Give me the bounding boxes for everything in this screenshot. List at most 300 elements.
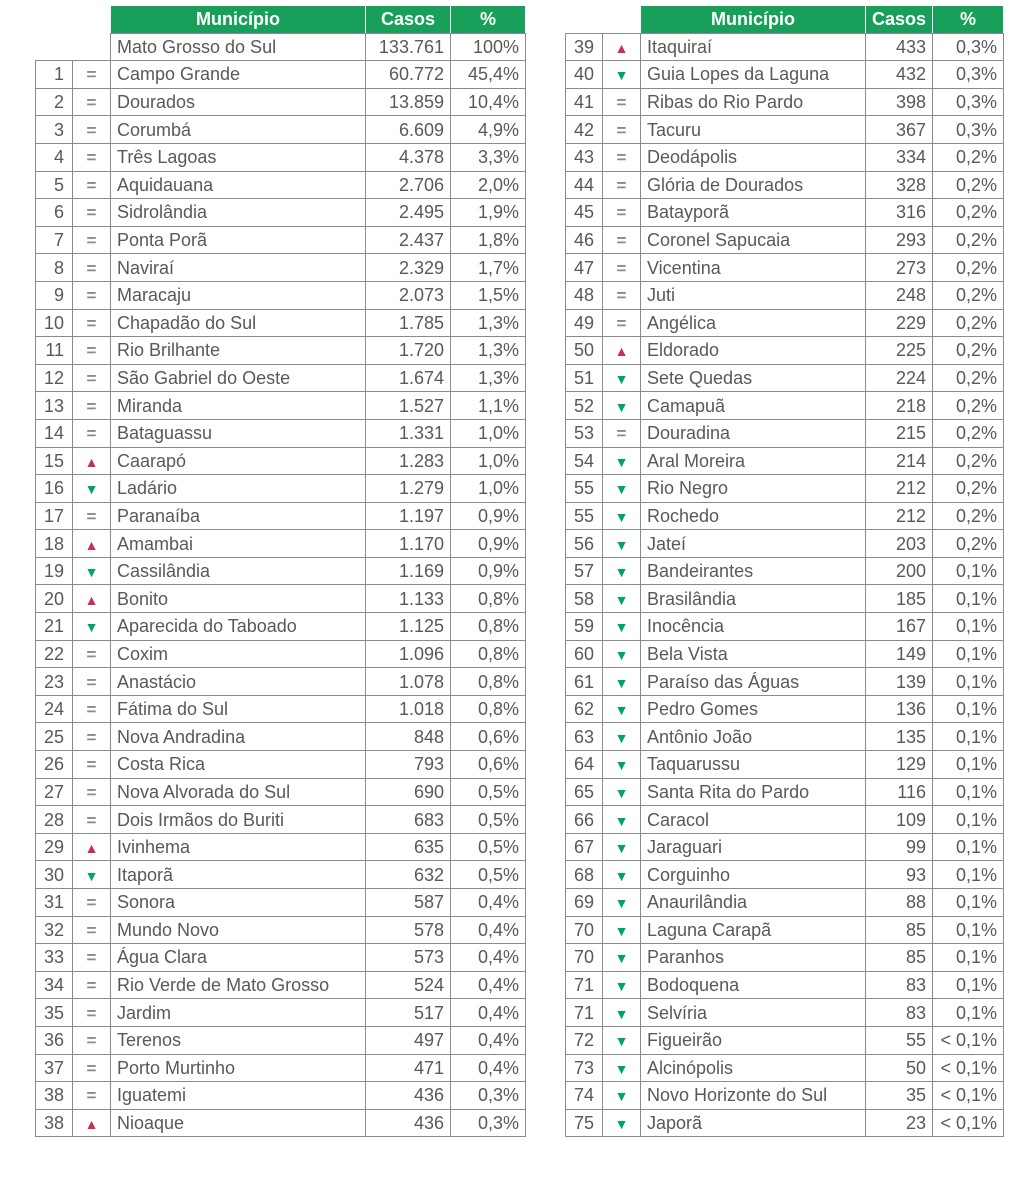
trend-cell [603,1082,641,1110]
pct-cell: 0,2% [933,364,1004,392]
casos-cell: 136 [866,695,933,723]
pct-cell: 0,9% [451,530,526,558]
casos-cell: 88 [866,889,933,917]
casos-cell: 139 [866,668,933,696]
rank-cell: 2 [36,88,73,116]
table-row [36,695,526,723]
rank-cell: 50 [566,337,603,365]
municipio-cell: Tacuru [641,116,866,144]
rank-cell: 55 [566,502,603,530]
rank-cell: 60 [566,640,603,668]
pct-cell: 0,4% [451,971,526,999]
pct-cell: 0,2% [933,392,1004,420]
casos-cell: 6.609 [366,116,451,144]
municipio-cell: Aquidauana [111,171,366,199]
table-row [566,502,1004,530]
table-row [36,999,526,1027]
trend-equal-icon: = [86,1058,97,1078]
trend-equal-icon: = [86,1031,97,1051]
trend-down-icon: ▼ [614,1116,629,1133]
trend-cell [73,557,111,585]
table-row [566,337,1004,365]
rank-cell: 56 [566,530,603,558]
table-row [36,1054,526,1082]
pct-cell: 10,4% [451,88,526,116]
rank-cell: 74 [566,1082,603,1110]
rank-cell: 46 [566,226,603,254]
rank-cell: 26 [36,751,73,779]
rank-cell: 7 [36,226,73,254]
state-name: Mato Grosso do Sul [111,33,366,61]
rank-cell: 52 [566,392,603,420]
rank-cell: 64 [566,751,603,779]
trend-up-icon: ▲ [84,1116,99,1133]
casos-cell: 35 [866,1082,933,1110]
casos-cell: 1.283 [366,447,451,475]
pct-cell: 1,3% [451,337,526,365]
rank-cell: 69 [566,889,603,917]
col-header-casos: Casos [366,6,451,34]
rank-cell: 59 [566,613,603,641]
trend-equal-icon: = [616,231,627,251]
table-row [566,1054,1004,1082]
trend-cell [73,337,111,365]
table-row [36,944,526,972]
trend-cell [603,61,641,89]
pct-cell: 0,4% [451,944,526,972]
municipio-cell: Jaraguari [641,833,866,861]
rank-cell: 68 [566,861,603,889]
trend-equal-icon: = [86,231,97,251]
table-row [36,116,526,144]
municipio-cell: Mundo Novo [111,916,366,944]
municipio-cell: Anaurilândia [641,889,866,917]
trend-down-icon: ▼ [614,536,629,553]
table-row [566,944,1004,972]
table-row [36,337,526,365]
trend-cell [603,392,641,420]
pct-cell: 0,2% [933,475,1004,503]
rank-cell: 32 [36,916,73,944]
pct-cell: 0,1% [933,640,1004,668]
pct-cell: 0,2% [933,199,1004,227]
pct-cell: 0,6% [451,723,526,751]
rank-cell: 44 [566,171,603,199]
table-row [566,143,1004,171]
table-row [566,116,1004,144]
municipio-cell: Jateí [641,530,866,558]
table-row [566,1109,1004,1137]
trend-equal-icon: = [86,893,97,913]
table-row [36,1082,526,1110]
rank-cell: 47 [566,254,603,282]
trend-cell [603,944,641,972]
rank-cell: 3 [36,116,73,144]
table-row [566,889,1004,917]
pct-cell: 0,5% [451,833,526,861]
trend-down-icon: ▼ [614,757,629,774]
rank-cell: 37 [36,1054,73,1082]
trend-equal-icon: = [86,120,97,140]
trend-down-icon: ▼ [614,591,629,608]
rank-cell: 9 [36,281,73,309]
casos-cell: 573 [366,944,451,972]
casos-cell: 497 [366,1026,451,1054]
municipio-cell: Aral Moreira [641,447,866,475]
trend-cell [73,861,111,889]
municipio-cell: Ribas do Rio Pardo [641,88,866,116]
header-spacer [36,6,111,34]
rank-cell: 10 [36,309,73,337]
col-header-pct: % [933,6,1004,34]
trend-equal-icon: = [86,1086,97,1106]
trend-cell [603,640,641,668]
casos-cell: 1.720 [366,337,451,365]
casos-cell: 85 [866,944,933,972]
trend-cell [603,254,641,282]
trend-cell [73,640,111,668]
trend-cell [73,613,111,641]
casos-cell: 635 [366,833,451,861]
rank-cell: 6 [36,199,73,227]
trend-cell [73,530,111,558]
table-row [36,281,526,309]
state-pct: 100% [451,33,526,61]
municipio-cell: Água Clara [111,944,366,972]
trend-cell [603,33,641,61]
municipio-cell: Guia Lopes da Laguna [641,61,866,89]
trend-cell [73,778,111,806]
municipio-cell: Ponta Porã [111,226,366,254]
casos-cell: 129 [866,751,933,779]
header-row [36,6,526,34]
trend-cell [73,1109,111,1137]
table-row [36,585,526,613]
pct-cell: 0,8% [451,585,526,613]
municipio-cell: Itaporã [111,861,366,889]
trend-cell [603,1026,641,1054]
casos-cell: 334 [866,143,933,171]
table-row [566,806,1004,834]
municipio-cell: Bela Vista [641,640,866,668]
pct-cell: 0,2% [933,530,1004,558]
trend-equal-icon: = [86,93,97,113]
rank-cell: 5 [36,171,73,199]
table-row [566,226,1004,254]
municipio-cell: Japorã [641,1109,866,1137]
pct-cell: < 0,1% [933,1026,1004,1054]
rank-cell: 25 [36,723,73,751]
casos-cell: 587 [366,889,451,917]
table-row [36,1109,526,1137]
municipio-cell: Paranhos [641,944,866,972]
trend-cell [73,281,111,309]
trend-down-icon: ▼ [614,1005,629,1022]
pct-cell: 1,5% [451,281,526,309]
municipio-cell: Antônio João [641,723,866,751]
table-row [566,999,1004,1027]
pct-cell: 1,3% [451,309,526,337]
municipio-cell: Taquarussu [641,751,866,779]
rank-cell: 61 [566,668,603,696]
table-row [566,254,1004,282]
trend-equal-icon: = [86,175,97,195]
casos-cell: 398 [866,88,933,116]
rank-cell: 55 [566,475,603,503]
col-header-casos: Casos [866,6,933,34]
table-row [36,419,526,447]
pct-cell: < 0,1% [933,1082,1004,1110]
table-row [36,668,526,696]
pct-cell: 0,2% [933,226,1004,254]
municipio-cell: Caarapó [111,447,366,475]
casos-cell: 60.772 [366,61,451,89]
rank-cell: 67 [566,833,603,861]
rank-cell: 58 [566,585,603,613]
casos-cell: 167 [866,613,933,641]
trend-cell [73,971,111,999]
pct-cell: 0,2% [933,254,1004,282]
pct-cell: 0,3% [933,116,1004,144]
municipio-cell: Jardim [111,999,366,1027]
pct-cell: 0,2% [933,447,1004,475]
municipio-cell: Eldorado [641,337,866,365]
rank-cell: 38 [36,1082,73,1110]
pct-cell: 1,8% [451,226,526,254]
trend-cell [73,116,111,144]
pct-cell: 1,1% [451,392,526,420]
municipio-cell: Coxim [111,640,366,668]
municipio-cell: Paraíso das Águas [641,668,866,696]
casos-cell: 93 [866,861,933,889]
trend-down-icon: ▼ [614,1033,629,1050]
trend-cell [603,695,641,723]
trend-cell [73,585,111,613]
trend-cell [603,502,641,530]
trend-equal-icon: = [86,755,97,775]
pct-cell: 0,1% [933,916,1004,944]
trend-cell [73,999,111,1027]
trend-down-icon: ▼ [614,481,629,498]
trend-cell [603,419,641,447]
trend-equal-icon: = [616,93,627,113]
table-row [36,88,526,116]
casos-cell: 13.859 [366,88,451,116]
trend-cell [603,171,641,199]
rank-cell: 11 [36,337,73,365]
municipio-cell: Camapuã [641,392,866,420]
trend-cell [73,226,111,254]
municipio-cell: Amambai [111,530,366,558]
pct-cell: 0,1% [933,585,1004,613]
table-row [566,557,1004,585]
trend-equal-icon: = [616,148,627,168]
rank-cell: 12 [36,364,73,392]
table-row [566,281,1004,309]
pct-cell: 0,6% [451,751,526,779]
pct-cell: 0,1% [933,557,1004,585]
municipio-cell: Aparecida do Taboado [111,613,366,641]
casos-cell: 135 [866,723,933,751]
col-header-municipio: Município [641,6,866,34]
casos-cell: 212 [866,475,933,503]
municipio-cell: Corguinho [641,861,866,889]
casos-cell: 1.096 [366,640,451,668]
municipio-cell: Nova Andradina [111,723,366,751]
pct-cell: 0,2% [933,502,1004,530]
trend-equal-icon: = [86,810,97,830]
casos-cell: 149 [866,640,933,668]
casos-cell: 185 [866,585,933,613]
trend-cell [73,833,111,861]
trend-equal-icon: = [86,396,97,416]
table-row [36,199,526,227]
trend-cell [73,889,111,917]
municipio-cell: Rio Negro [641,475,866,503]
casos-cell: 436 [366,1082,451,1110]
rank-cell: 49 [566,309,603,337]
table-row [36,447,526,475]
trend-up-icon: ▲ [84,591,99,608]
table-row [566,447,1004,475]
casos-cell: 218 [866,392,933,420]
casos-cell: 524 [366,971,451,999]
casos-cell: 690 [366,778,451,806]
rank-cell: 72 [566,1026,603,1054]
pct-cell: 0,4% [451,1054,526,1082]
table-row [36,613,526,641]
trend-cell [603,337,641,365]
trend-equal-icon: = [616,424,627,444]
municipio-cell: Costa Rica [111,751,366,779]
municipio-cell: Maracaju [111,281,366,309]
rank-cell: 66 [566,806,603,834]
rank-cell: 27 [36,778,73,806]
table-row [36,640,526,668]
trend-down-icon: ▼ [614,371,629,388]
trend-down-icon: ▼ [614,895,629,912]
table-row [36,723,526,751]
pct-cell: 45,4% [451,61,526,89]
rank-cell: 31 [36,889,73,917]
rank-cell: 36 [36,1026,73,1054]
rank-cell: 70 [566,916,603,944]
municipio-cell: Corumbá [111,116,366,144]
pct-cell: 0,1% [933,971,1004,999]
trend-cell [73,695,111,723]
trend-cell [73,171,111,199]
municipio-cell: Bodoquena [641,971,866,999]
municipio-cell: Coronel Sapucaia [641,226,866,254]
trend-down-icon: ▼ [614,508,629,525]
pct-cell: < 0,1% [933,1054,1004,1082]
trend-equal-icon: = [86,1003,97,1023]
trend-cell [73,1082,111,1110]
rank-cell: 73 [566,1054,603,1082]
state-cases: 133.761 [366,33,451,61]
casos-cell: 517 [366,999,451,1027]
pct-cell: 0,5% [451,861,526,889]
casos-cell: 632 [366,861,451,889]
municipio-cell: Sidrolândia [111,199,366,227]
trend-equal-icon: = [616,286,627,306]
casos-cell: 1.133 [366,585,451,613]
trend-down-icon: ▼ [614,398,629,415]
trend-cell [603,199,641,227]
pct-cell: 0,1% [933,668,1004,696]
table-row [566,88,1004,116]
pct-cell: 1,9% [451,199,526,227]
trend-cell [73,447,111,475]
casos-cell: 293 [866,226,933,254]
pct-cell: 0,1% [933,751,1004,779]
trend-equal-icon: = [86,920,97,940]
casos-cell: 1.078 [366,668,451,696]
trend-cell [603,971,641,999]
casos-cell: 316 [866,199,933,227]
casos-cell: 471 [366,1054,451,1082]
trend-cell [73,199,111,227]
casos-cell: 225 [866,337,933,365]
table-row [566,585,1004,613]
municipio-cell: São Gabriel do Oeste [111,364,366,392]
casos-cell: 4.378 [366,143,451,171]
trend-cell [603,557,641,585]
trend-equal-icon: = [86,341,97,361]
trend-cell [603,309,641,337]
casos-cell: 109 [866,806,933,834]
pct-cell: 0,9% [451,502,526,530]
trend-cell [73,502,111,530]
trend-cell [603,475,641,503]
trend-equal-icon: = [86,700,97,720]
trend-cell [73,944,111,972]
casos-cell: 1.197 [366,502,451,530]
casos-cell: 1.125 [366,613,451,641]
pct-cell: 0,4% [451,916,526,944]
pct-cell: 0,8% [451,640,526,668]
rank-cell: 4 [36,143,73,171]
casos-cell: 2.495 [366,199,451,227]
pct-cell: 0,3% [933,61,1004,89]
municipio-cell: Pedro Gomes [641,695,866,723]
casos-cell: 50 [866,1054,933,1082]
municipio-cell: Nova Alvorada do Sul [111,778,366,806]
municipio-cell: Nioaque [111,1109,366,1137]
table-row [566,971,1004,999]
trend-cell [73,723,111,751]
trend-down-icon: ▼ [614,784,629,801]
municipio-cell: Novo Horizonte do Sul [641,1082,866,1110]
casos-cell: 215 [866,419,933,447]
table-row [566,640,1004,668]
rank-cell: 41 [566,88,603,116]
trend-cell [603,88,641,116]
rank-cell: 22 [36,640,73,668]
casos-cell: 224 [866,364,933,392]
municipio-cell: Bonito [111,585,366,613]
casos-cell: 212 [866,502,933,530]
cases-table-left [35,5,526,1137]
trend-cell [73,419,111,447]
pct-cell: 0,8% [451,668,526,696]
municipio-cell: Paranaíba [111,502,366,530]
trend-cell [603,364,641,392]
pct-cell: 0,1% [933,833,1004,861]
table-row [36,861,526,889]
table-row [36,916,526,944]
pct-cell: 0,1% [933,723,1004,751]
